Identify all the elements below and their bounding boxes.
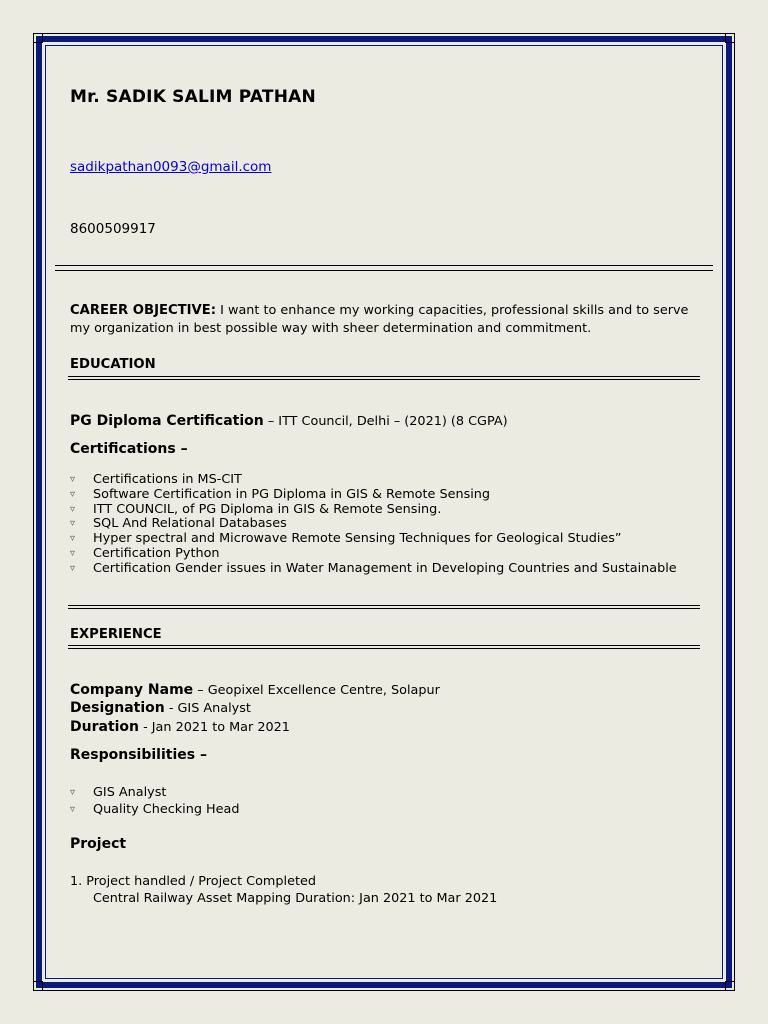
education-heading: EDUCATION (70, 357, 156, 372)
bullet-icon: ▿ (70, 518, 76, 530)
designation-label: Designation (70, 700, 165, 716)
list-item: ▿ Hyper spectral and Microwave Remote Sensing Techniques for Geological Studies” (70, 531, 622, 547)
duration-value: - Jan 2021 to Mar 2021 (139, 720, 290, 735)
company-label: Company Name (70, 682, 194, 698)
project-detail: Central Railway Asset Mapping Duration: Jan 2021 to Mar 2021 (93, 891, 498, 906)
designation-line (70, 697, 251, 716)
bullet-icon: ▿ (70, 474, 76, 485)
bullet-icon: ▿ (70, 547, 76, 559)
certifications-list (70, 473, 677, 577)
list-item: ▿ Certifications in MS-CIT (70, 472, 242, 487)
degree-line (70, 410, 508, 429)
list-item: ▿ Certification Python (70, 545, 220, 561)
phone-number: 8600509917 (70, 221, 156, 237)
career-objective-text: I want to enhance my working capacities, professional skills and to serve my organization in best possible way with sheer determination and commitment. (70, 303, 689, 336)
company-value: – Geopixel Excellence Centre, Solapur (193, 683, 440, 698)
education-divider (68, 376, 700, 380)
project-heading: Project (70, 836, 127, 852)
duration-line (70, 716, 290, 735)
list-item: ▿ SQL And Relational Databases (70, 516, 287, 532)
bullet-icon: ▿ (70, 488, 76, 500)
bullet-icon: ▿ (70, 533, 76, 545)
degree-label: PG Diploma Certification (70, 413, 264, 429)
bullet-icon: ▿ (70, 804, 76, 815)
designation-value: - GIS Analyst (164, 701, 251, 716)
project-item: 1. Project handled / Project Completed (70, 874, 316, 889)
certifications-heading: Certifications – (70, 441, 188, 457)
degree-details: – ITT Council, Delhi – (2021) (8 CGPA) (263, 414, 508, 429)
candidate-name: Mr. SADIK SALIM PATHAN (70, 87, 316, 107)
list-item: ▿ Certification Gender issues in Water Management in Developing Countries and Sustainable (70, 560, 677, 576)
experience-divider (68, 645, 700, 649)
list-item: ▿ Software Certification in PG Diploma in GIS & Remote Sensing (70, 486, 491, 502)
responsibilities-list (70, 784, 239, 818)
career-objective (70, 302, 710, 338)
email-link[interactable]: sadikpathan0093@gmail.com (70, 159, 272, 175)
responsibilities-heading: Responsibilities – (70, 747, 207, 763)
bullet-icon: ▿ (70, 503, 76, 515)
bullet-icon: ▿ (70, 562, 76, 574)
list-item: ▿ Quality Checking Head (70, 802, 240, 817)
duration-label: Duration (70, 719, 140, 735)
company-line (70, 679, 440, 698)
list-item: ▿ ITT COUNCIL, of PG Diploma in GIS & Remote Sensing. (70, 501, 442, 517)
bullet-icon: ▿ (70, 787, 76, 798)
list-item: ▿ GIS Analyst (70, 785, 167, 800)
career-objective-label: CAREER OBJECTIVE: (70, 303, 217, 318)
experience-top-divider (68, 605, 700, 609)
header-divider (55, 265, 713, 271)
experience-heading: EXPERIENCE (70, 627, 162, 642)
